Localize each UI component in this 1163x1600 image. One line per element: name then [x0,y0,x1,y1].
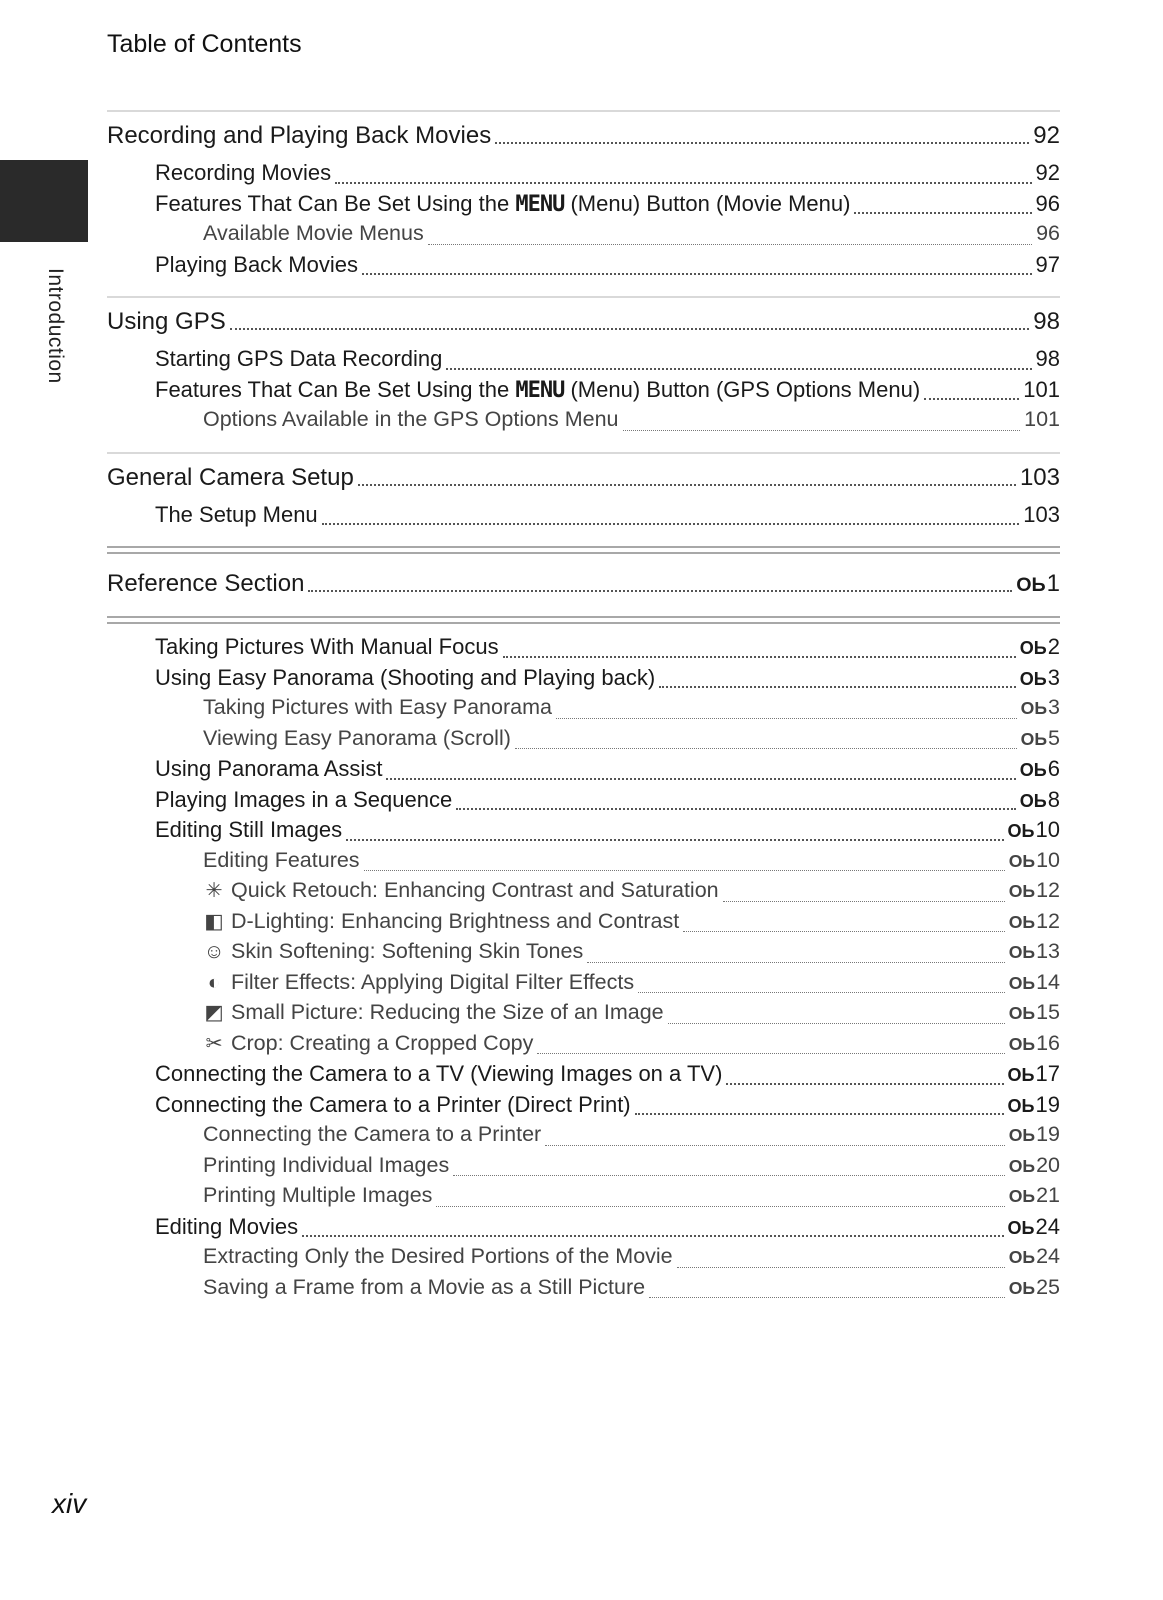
dot-leader [924,398,1019,400]
dot-leader [515,748,1017,749]
entry-title: ◐ Filter Effects: Applying Digital Filter Effects [203,970,634,995]
dot-leader [537,1053,1004,1054]
d-lighting-icon: ◧ [204,910,224,933]
dot-leader [623,430,1021,431]
page-ref: ОЬ3 [1020,695,1060,719]
menu-button-icon: MENU [515,377,565,403]
toc-section-heading[interactable] [107,298,1060,346]
reference-icon: ОЬ [1008,1125,1036,1145]
page-ref: 92 [1035,160,1060,185]
page-ref: ОЬ5 [1020,725,1060,750]
reference-icon: ОЬ [1007,1217,1035,1238]
entry-title: Taking Pictures With Manual Focus [155,634,499,659]
dot-leader [677,1267,1005,1268]
entry-title: Printing Individual Images [203,1152,450,1177]
reference-icon: ОЬ [1008,850,1036,871]
entry-title: Saving a Frame from a Movie as a Still Picture [203,1274,646,1299]
toc-section-heading[interactable] [107,454,1060,502]
toc-subentry[interactable] [107,1244,1060,1275]
page-ref: ОЬ13 [1008,939,1060,963]
reference-icon: ОЬ [1007,821,1035,841]
reference-icon: ОЬ [1008,1155,1036,1176]
dot-leader [335,182,1031,184]
page-ref: 96 [1035,190,1060,216]
page-ref: 103 [1023,501,1060,527]
toc-entry[interactable] [107,1092,1060,1123]
reference-icon: ОЬ [1008,1186,1036,1206]
section-title: Using GPS [107,308,226,335]
dot-leader [638,992,1005,993]
page-ref: ОЬ10 [1008,847,1060,872]
reference-icon: ОЬ [1008,942,1036,962]
page-ref: ОЬ10 [1007,817,1060,842]
dot-leader [587,962,1005,963]
reference-icon: ОЬ [1007,1095,1035,1116]
entry-title: Editing Still Images [155,817,343,842]
page-ref: ОЬ14 [1008,969,1060,994]
dot-leader [230,328,1030,330]
page-ref: ОЬ16 [1008,1030,1060,1055]
page-ref: ОЬ8 [1019,786,1060,812]
entry-title: Starting GPS Data Recording [155,346,443,371]
page-ref: 96 [1036,221,1060,245]
entry-title: Editing Features [203,847,360,872]
reference-icon: ОЬ [1016,573,1046,596]
entry-title: Editing Movies [155,1213,299,1239]
page-ref: ОЬ12 [1008,878,1060,902]
toc-subentry[interactable] [107,848,1060,879]
dot-leader [322,523,1020,525]
section-title: Recording and Playing Back Movies [107,122,492,149]
entry-title: Using Panorama Assist [155,756,383,781]
entry-title: Using Easy Panorama (Shooting and Playing back) [155,664,656,690]
entry-title: Taking Pictures with Easy Panorama [203,695,552,719]
page-ref: ОЬ20 [1008,1152,1060,1177]
toc-entry[interactable] [107,787,1060,818]
page-ref: ОЬ24 [1007,1213,1060,1239]
toc-subentry[interactable] [107,878,1060,909]
entry-title: Features That Can Be Set Using the MENU (Menu) Button (GPS Options Menu) [155,376,921,403]
reference-icon: ОЬ [1008,1033,1036,1054]
toc-subentry[interactable] [107,695,1060,726]
dot-leader [556,718,1017,719]
small-picture-icon: ◩ [204,1002,224,1024]
dot-leader [358,484,1016,486]
page-ref: ОЬ25 [1008,1274,1060,1299]
toc-subentry[interactable] [107,1122,1060,1153]
page-ref: ОЬ12 [1008,908,1060,933]
reference-icon: ОЬ [1019,638,1047,658]
toc-subentry[interactable] [107,909,1060,940]
page-ref: ОЬ19 [1007,1091,1060,1117]
toc-subentry[interactable] [107,1153,1060,1184]
page-ref: 101 [1024,407,1060,431]
section-tab-marker [0,160,88,242]
toc-entry[interactable] [107,502,1060,533]
reference-icon: ОЬ [1007,1065,1035,1085]
page-ref: ОЬ1 [1016,560,1060,609]
dot-leader [446,368,1031,370]
entry-title: ✳ Quick Retouch: Enhancing Contrast and Saturation [203,878,719,903]
page-ref: ОЬ21 [1008,1183,1060,1207]
dot-leader [362,273,1032,275]
toc-entry[interactable] [107,1214,1060,1245]
filter-effects-icon: ◐ [207,971,221,994]
entry-title: ☺ Skin Softening: Softening Skin Tones [203,939,584,963]
entry-title: ◧ D-Lighting: Enhancing Brightness and Contrast [204,908,680,933]
toc-entry[interactable] [107,346,1060,377]
toc-section-heading[interactable] [107,560,1060,608]
page-ref: ОЬ3 [1019,664,1060,690]
page-ref: ОЬ15 [1008,1000,1060,1024]
entry-title: Options Available in the GPS Options Menu [203,407,619,431]
toc-entry[interactable] [107,191,1060,222]
reference-icon: ОЬ [1008,911,1036,932]
entry-title: Connecting the Camera to a Printer [203,1122,542,1146]
reference-icon: ОЬ [1019,790,1047,811]
toc-entry[interactable] [107,817,1060,848]
page-ref: ОЬ2 [1019,634,1060,659]
reference-icon: ОЬ [1020,728,1048,749]
reference-icon: ОЬ [1008,1277,1036,1298]
page-title: Table of Contents [107,30,302,58]
entry-title: Available Movie Menus [203,221,424,245]
entry-title: Features That Can Be Set Using the MENU (Menu) Button (Movie Menu) [155,190,851,217]
section-divider [107,616,1060,624]
table-of-contents [107,110,1060,1305]
entry-title: ◩ Small Picture: Reducing the Size of an Image [204,1000,664,1024]
toc-subentry[interactable] [107,1000,1060,1031]
dot-leader [723,901,1005,902]
reference-icon: ОЬ [1008,1003,1036,1023]
reference-icon: ОЬ [1020,698,1048,718]
section-title: General Camera Setup [107,463,354,491]
skin-softening-icon: ☺ [203,941,225,963]
dot-leader [854,212,1031,214]
toc-entry[interactable] [107,160,1060,191]
dot-leader [346,839,1003,841]
entry-title: ✂ Crop: Creating a Cropped Copy [203,1031,533,1056]
toc-subentry[interactable] [107,1183,1060,1214]
entry-title: Recording Movies [155,160,332,185]
reference-icon: ОЬ [1019,668,1047,689]
dot-leader [683,931,1005,932]
dot-leader [545,1145,1005,1146]
toc-subentry[interactable] [107,1275,1060,1306]
entry-title: Viewing Easy Panorama (Scroll) [203,725,511,750]
reference-icon: ОЬ [1008,1247,1036,1267]
page-ref: 103 [1019,463,1060,491]
toc-subentry[interactable] [107,1031,1060,1062]
dot-leader [386,778,1015,780]
toc-subentry[interactable] [107,221,1060,252]
page-ref: 98 [1035,346,1060,371]
quick-retouch-icon: ✳ [205,880,223,902]
entry-title: Playing Images in a Sequence [155,786,453,812]
entry-title: The Setup Menu [155,501,318,527]
page-ref: ОЬ6 [1019,756,1060,781]
toc-entry[interactable] [107,634,1060,665]
reference-icon: ОЬ [1008,972,1036,993]
dot-leader [436,1206,1004,1207]
toc-subentry[interactable] [107,939,1060,970]
dot-leader [649,1297,1005,1298]
dot-leader [364,870,1005,871]
toc-subentry[interactable] [107,407,1060,438]
toc-section-heading[interactable] [107,112,1060,160]
dot-leader [428,244,1032,245]
section-divider [107,546,1060,554]
dot-leader [503,656,1016,658]
dot-leader [635,1113,1004,1115]
page-ref: ОЬ17 [1007,1061,1060,1086]
section-title: Reference Section [107,570,305,597]
dot-leader [659,686,1016,688]
toc-subentry[interactable] [107,726,1060,757]
dot-leader [668,1023,1005,1024]
dot-leader [453,1175,1005,1176]
entry-title: Printing Multiple Images [203,1183,433,1207]
page-ref: 101 [1023,376,1060,402]
page-ref: ОЬ19 [1008,1122,1060,1146]
page-number: xiv [52,1488,87,1519]
dot-leader [726,1083,1003,1085]
entry-title: Connecting the Camera to a Printer (Direct Print) [155,1091,631,1117]
toc-subentry[interactable] [107,970,1060,1001]
entry-title: Playing Back Movies [155,251,358,277]
toc-entry[interactable] [107,665,1060,696]
toc-entry[interactable] [107,252,1060,283]
toc-entry[interactable] [107,377,1060,408]
dot-leader [495,142,1029,144]
entry-title: Connecting the Camera to a TV (Viewing Images on a TV) [155,1061,723,1086]
menu-button-icon: MENU [515,191,565,217]
page-ref: ОЬ24 [1008,1244,1060,1268]
crop-icon: ✂ [205,1032,223,1055]
reference-icon: ОЬ [1008,881,1036,901]
page-ref: 98 [1033,308,1060,335]
toc-entry[interactable] [107,1061,1060,1092]
side-section-label: Introduction [44,268,67,384]
dot-leader [456,808,1016,810]
toc-entry[interactable] [107,756,1060,787]
reference-icon: ОЬ [1019,760,1047,780]
page-ref: 97 [1035,251,1060,277]
entry-title: Extracting Only the Desired Portions of the Movie [203,1244,673,1268]
page-ref: 92 [1033,122,1060,149]
dot-leader [308,590,1012,592]
dot-leader [302,1235,1003,1237]
